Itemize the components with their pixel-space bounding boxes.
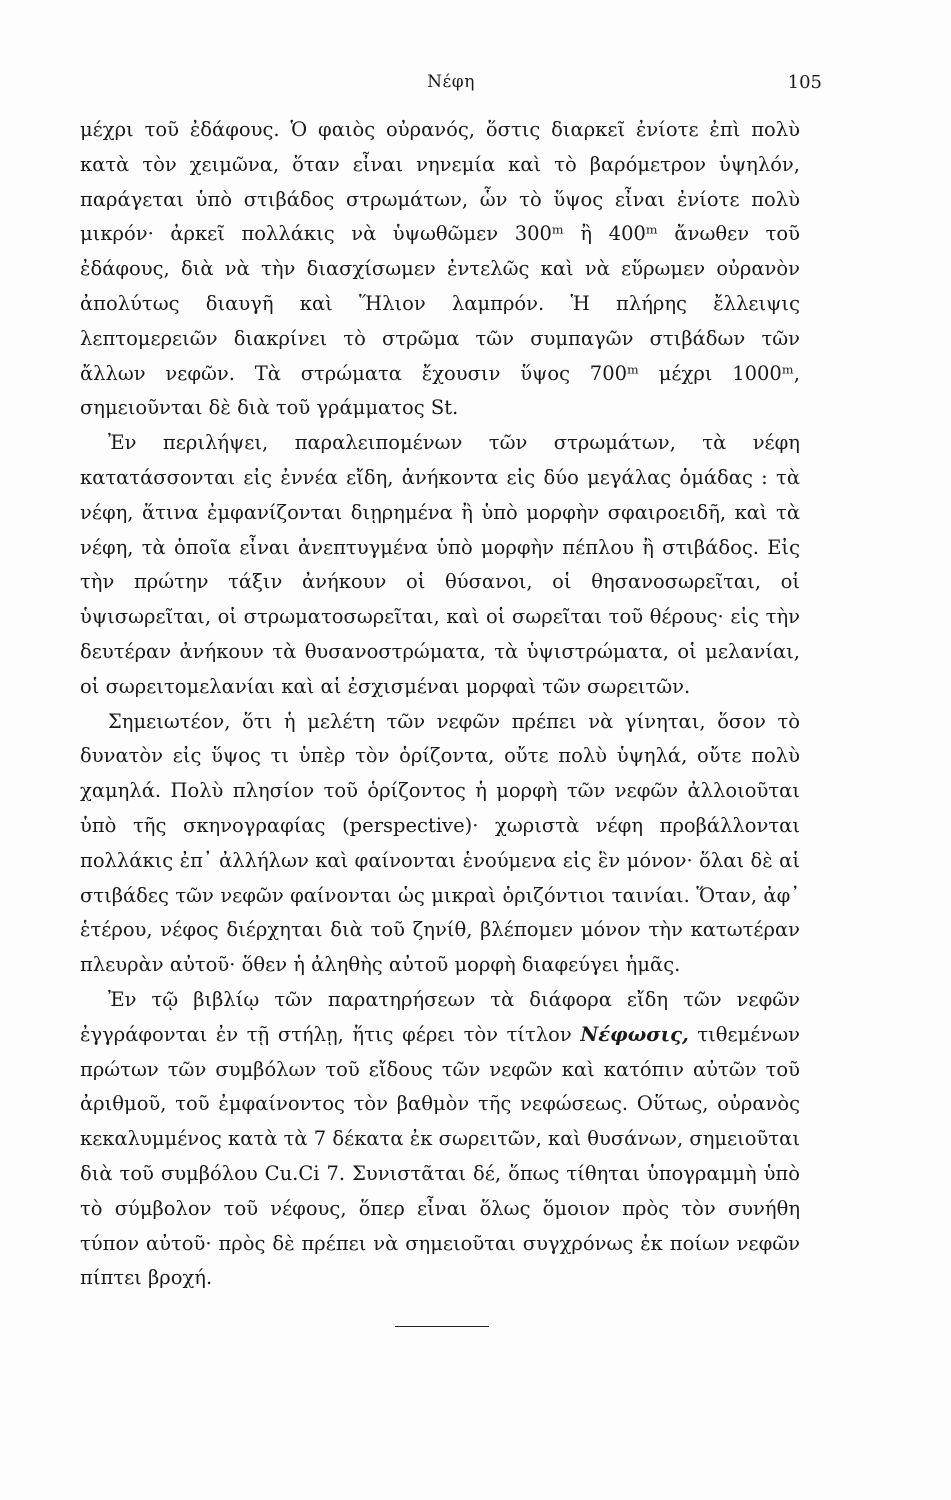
paragraph-fog-layer: μέχρι τοῦ ἐδάφους. Ὁ φαιὸς οὐρανός, ὅστις διαρκεῖ ἐνίοτε ἐπὶ πολὺ κατὰ τὸν χειμῶνα, ὅταν εἶναι νηνεμία καὶ τὸ βαρόμετρον ὑψηλόν, παράγεται ὑπὸ στιβάδος στρωμάτων, ὧν τὸ ὕψος εἶναι ἐνίοτε πολὺ μικρόν· ἀρκεῖ πολλάκις νὰ ὑψωθῶμεν 300ᵐ ἢ 400ᵐ ἄνωθεν τοῦ ἐδάφους, διὰ νὰ τὴν διασχίσωμεν ἐντελῶς καὶ νὰ εὕρωμεν οὐρανὸν ἀπολύτως διαυγῆ καὶ Ἥλιον λαμπρόν. Ἡ πλήρης ἔλλειψις λεπτομερειῶν διακρίνει τὸ στρῶμα τῶν συμπαγῶν στιβάδων τῶν ἄλλων νεφῶν. Τὰ στρώματα ἔχουσιν ὕψος 700ᵐ μέχρι 1000ᵐ, σημειοῦνται δὲ διὰ τοῦ γράμματος St. xyxy=(80,118,800,420)
paragraph-cloud-recording xyxy=(80,983,800,1296)
paragraph-cloud-classification: Ἐν περιλήψει, παραλειπομένων τῶν στρωμάτων, τὰ νέφη κατατάσσονται εἰς ἐννέα εἴδη, ἀνήκοντα εἰς δύο μεγάλας ὁμάδας : τὰ νέφη, ἅτινα ἐμφανίζονται διῃρημένα ἢ ὑπὸ μορφὴν σφαιροειδῆ, καὶ τὰ νέφη, τὰ ὁποῖα εἶναι ἀνεπτυγμένα ὑπὸ μορφὴν πέπλου ἢ στιβάδος. Εἰς τὴν πρώτην τάξιν ἀνήκουν οἱ θύσανοι, οἱ θησανοσωρεῖται, οἱ ὑψισωρεῖται, οἱ στρωματοσωρεῖται, καὶ οἱ σωρεῖται τοῦ θέρους· εἰς τὴν δευτέραν ἀνήκουν τὰ θυσανοστρώματα, τὰ ὑψιστρώματα, οἱ μελανίαι, οἱ σωρειτομελανίαι καὶ αἱ ἐσχισμέναι μορφαὶ τῶν σωρειτῶν. xyxy=(80,431,800,698)
page-number: 105 xyxy=(787,72,822,93)
paragraph-observation-height: Σημειωτέον, ὅτι ἡ μελέτη τῶν νεφῶν πρέπει νὰ γίνηται, ὅσον τὸ δυνατὸν εἰς ὕψος τι ὑπὲρ τὸν ὁρίζοντα, οὔτε πολὺ ὑψηλά, οὔτε πολὺ χαμηλά. Πολὺ πλησίον τοῦ ὁρίζοντος ἡ μορφὴ τῶν νεφῶν ἀλλοιοῦται ὑπὸ τῆς σκηνογραφίας (perspective)· χωριστὰ νέφη προβάλλονται πολλάκις ἐπ᾿ ἀλλήλων καὶ φαίνονται ἑνούμενα εἰς ἓν μόνον· ὅλαι δὲ αἱ στιβάδες τῶν νεφῶν φαίνονται ὡς μικραὶ ὁριζόντιοι ταινίαι. Ὅταν, ἀφ᾿ ἑτέρου, νέφος διέρχηται διὰ τοῦ ζηνίθ, βλέπομεν μόνον τὴν κατωτέραν πλευρὰν αὐτοῦ· ὅθεν ἡ ἀληθὴς αὐτοῦ μορφὴ διαφεύγει ἡμᾶς. xyxy=(80,709,800,977)
running-title: Νέφη xyxy=(427,72,475,92)
column-title-term: Νέφωσις, xyxy=(580,1022,689,1046)
paragraph-cloud-recording-start: Ἐν τῷ βιβλίῳ τῶν παρατηρήσεων τὰ διάφορα εἴδη τῶν νεφῶν ἐγγράφονται ἐν τῇ στήλῃ, ἥτις φέρει τὸν τίτλον xyxy=(80,987,800,1046)
paragraph-cloud-recording-end: τιθεμένων πρώτων τῶν συμβόλων τοῦ εἴδους τῶν νεφῶν καὶ κατόπιν αὐτῶν τοῦ ἀριθμοῦ, τοῦ ἐμφαίνοντος τὸν βαθμὸν τῆς νεφώσεως. Οὕτως, οὐρανὸς κεκαλυμμένος κατὰ τὰ 7 δέκατα ἐκ σωρειτῶν, καὶ θυσάνων, σημειοῦται διὰ τοῦ συμβόλου Cu.Ci 7. Συνιστᾶται δέ, ὅπως τίθηται ὑπογραμμὴ ὑπὸ τὸ σύμβολον τοῦ νέφους, ὅπερ εἶναι ὅλως ὅμοιον πρὸς τὸν συνήθη τύπον αὐτοῦ· πρὸς δὲ πρέπει νὰ σημειοῦται συγχρόνως ἐκ ποίων νεφῶν πίπτει βροχή. xyxy=(80,1022,801,1290)
running-head xyxy=(80,72,822,98)
section-end-rule xyxy=(395,1326,489,1327)
body-text xyxy=(80,113,800,1296)
